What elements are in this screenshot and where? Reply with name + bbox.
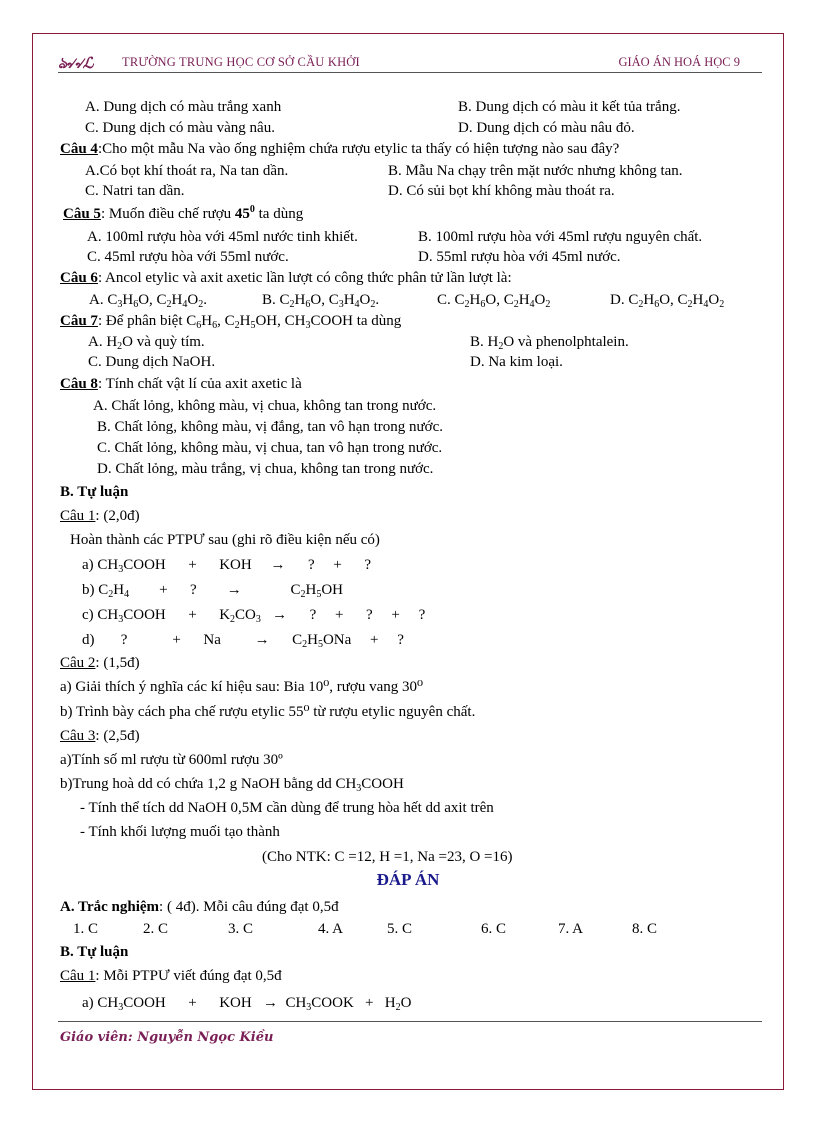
b-c1-instruction: Hoàn thành các PTPƯ sau (ghi rõ điều kiện nếu có) [70,532,380,548]
q8-option-b: B. Chất lỏng, không màu, vị đắng, tan vô hạn trong nước. [97,419,444,435]
q8-text: : Tính chất vật lí của axit axetic là [97,376,302,392]
answer-key-6: 6. C [481,921,507,937]
q7-option-b: B. $H_2O$ và phenolphtalein. [470,334,629,352]
q5-label: Câu 5 [63,206,101,222]
q6-option-d: D. $C_2H_6O$, $C_2H_4O_2$ [610,292,725,310]
b-c3-label: Câu 3 [60,728,96,744]
equation-b: b) $C_2H_4$ + ? → $C_2H_5OH$ [82,582,343,600]
q8-option-a: A. Chất lỏng, không màu, vị chua, không tan trong nước. [93,398,437,414]
b-c1-label: Câu 1 [60,508,96,524]
b-c3-b2: - Tính khối lượng muối tạo thành [80,824,280,840]
b-c3-b: b)Trung hoà dd có chứa 1,2 g NaOH bằng dd $CH_3COOH$ [60,776,404,794]
b-c2-pts: : (1,5đ) [95,655,140,671]
equation-a: a) $CH_3COOH$ + KOH → ? + ? [82,557,371,575]
q5-text: : Muốn điều chế rượu [100,206,232,222]
b-c3-b1: - Tính thể tích dd NaOH 0,5M cần dùng để trung hòa hết dd axit trên [80,800,494,816]
b-c2-heading [60,654,140,672]
q3-option-a: A. Dung dịch có màu trắng xanh [85,99,282,115]
equation-c: c) $CH_3COOH$ + $K_2CO_3$ → ? + ? + ? [82,607,426,625]
q3-option-d: D. Dung dịch có màu nâu đỏ. [458,120,635,136]
answer-a-heading [60,898,339,916]
q7-option-c: C. Dung dịch NaOH. [88,354,216,370]
q5-tail: ta dùng [258,206,304,222]
answer-b-title: B. Tự luận [60,944,129,960]
q7-stem [60,312,401,330]
part-b-title: B. Tự luận [60,484,129,500]
q6-text: : Ancol etylic và axit axetic lần lượt có công thức phân tử lần lượt là: [97,270,512,286]
q8-stem [60,375,302,393]
b-c2-label: Câu 2 [60,655,96,671]
q5-stem [63,205,303,223]
q7-text: : Để phân biệt $C_6H_6$, $C_2H_5OH$, $CH_3COOH$ ta dùng [97,313,402,331]
q6-option-a: A. $C_3H_6O$, $C_2H_4O_2$. [89,292,207,310]
b-c3-a: a)Tính số ml rượu từ 600ml rượu 30º [60,752,283,768]
answer-title: ĐÁP ÁN [376,870,440,889]
b-c2-b: b) Trình bày cách pha chế rượu etylic 55⁰ từ rượu etylic nguyên chất. [60,704,476,720]
q5-option-d: D. 55ml rượu hòa với 45ml nước. [418,249,621,265]
b-c1-heading [60,507,140,525]
header-ornament: ঌ৵৵ℒ [58,54,93,72]
answer-key-3: 3. C [228,921,254,937]
footer-divider [58,1021,762,1022]
answer-key-5: 5. C [387,921,413,937]
q8-option-c: C. Chất lỏng, không màu, vị chua, tan vô hạn trong nước. [97,440,443,456]
answer-key-2: 2. C [143,921,169,937]
answer-equation-a: a) $CH_3COOH$ + KOH → $CH_3COOK + H_2O$ [82,995,412,1013]
q7-label: Câu 7 [60,313,98,329]
teacher-signature: Giáo viên: Nguyễn Ngọc Kiều [60,1030,274,1045]
q6-option-b: B. $C_2H_6O$, $C_3H_4O_2$. [262,292,380,310]
q5-degree: $45^0$ [234,204,255,222]
equation-d: d) ? + Na → $C_2H_5ONa$ + ? [82,632,404,650]
header-divider [58,72,762,73]
b-c3-pts: : (2,5đ) [95,728,140,744]
q4-stem [60,140,619,158]
q4-label: Câu 4 [60,141,98,157]
q4-option-b: B. Mẫu Na chạy trên mặt nước nhưng không tan. [388,163,683,179]
subject-title: GIÁO ÁN HOÁ HỌC 9 [618,55,740,69]
q4-option-c: C. Natri tan dần. [85,183,185,199]
q8-option-d: D. Chất lỏng, màu trắng, vị chua, không tan trong nước. [97,461,434,477]
answer-a-text: : ( 4đ). Mỗi câu đúng đạt 0,5đ [159,899,339,915]
answer-key-7: 7. A [558,921,584,937]
q5-option-b: B. 100ml rượu hòa với 45ml rượu nguyên chất. [418,229,703,245]
q5-option-a: A. 100ml rượu hòa với 45ml nước tinh khiết. [87,229,358,245]
q4-option-a: A.Có bọt khí thoát ra, Na tan dần. [85,163,289,179]
q8-label: Câu 8 [60,376,98,392]
school-name: TRƯỜNG TRUNG HỌC CƠ SỞ CẦU KHỞI [122,55,360,69]
answer-b-c1-label: Câu 1 [60,968,96,984]
b-c3-heading [60,727,140,745]
q7-option-a: A. $H_2O$ và quỳ tím. [88,334,205,352]
q3-option-c: C. Dung dịch có màu vàng nâu. [85,120,275,136]
page-header [58,52,762,74]
atomic-mass-note: (Cho NTK: C =12, H =1, Na =23, O =16) [262,849,513,865]
b-c1-pts: : (2,0đ) [95,508,140,524]
answer-key-4: 4. A [318,921,344,937]
b-c2-a: a) Giải thích ý nghĩa các kí hiệu sau: Bia 10⁰, rượu vang 30⁰ [60,679,423,695]
q4-text: :Cho một mẫu Na vào ống nghiệm chứa rượu etylic ta thấy có hiện tượng nào sau đây? [97,141,620,157]
answer-key-8: 8. C [632,921,658,937]
q5-option-c: C. 45ml rượu hòa với 55ml nước. [87,249,289,265]
q7-option-d: D. Na kim loại. [470,354,563,370]
answer-b-c1-text: : Mỗi PTPƯ viết đúng đạt 0,5đ [95,968,282,984]
q4-option-d: D. Có sủi bọt khí không màu thoát ra. [388,183,615,199]
answer-key-1: 1. C [73,921,99,937]
q6-option-c: C. $C_2H_6O$, $C_2H_4O_2$ [437,292,551,310]
answer-a-label: A. Trắc nghiệm [60,899,160,915]
q3-option-b: B. Dung dịch có màu it kết tủa trắng. [458,99,681,115]
q6-label: Câu 6 [60,270,98,286]
answer-b-c1 [60,967,282,985]
q6-stem [60,269,512,287]
